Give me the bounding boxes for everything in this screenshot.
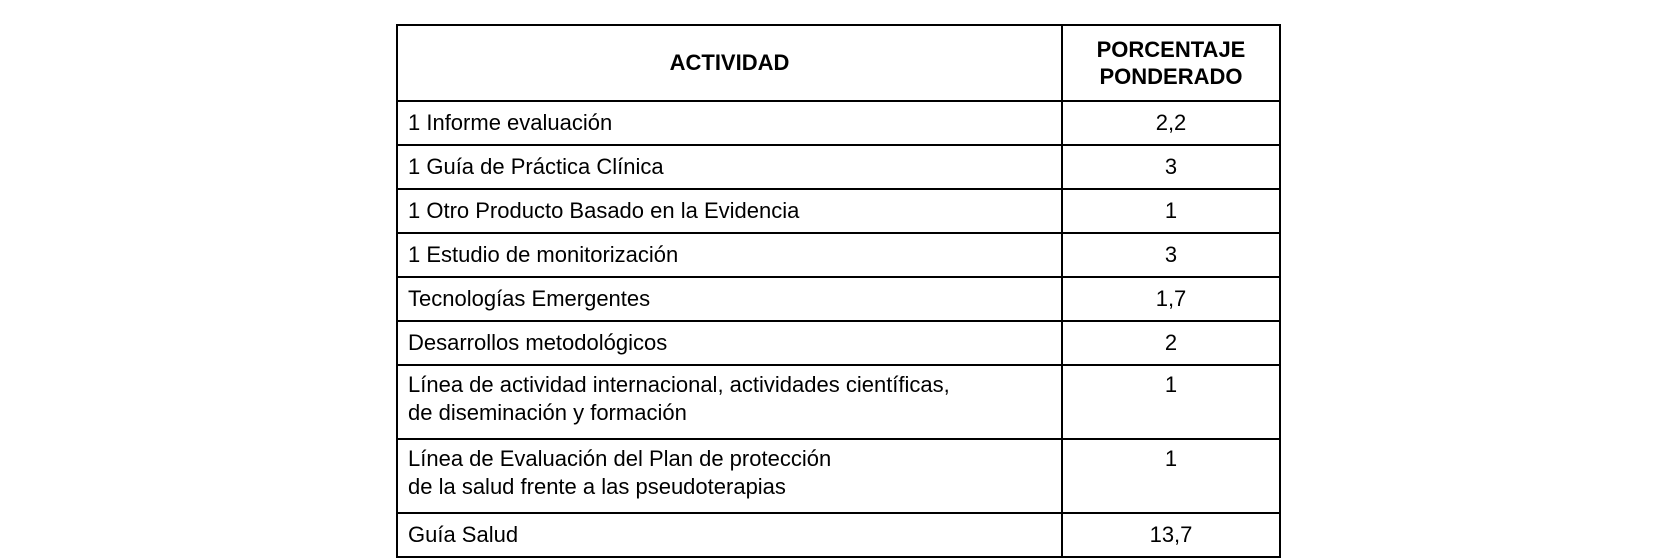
header-percentage	[1062, 25, 1280, 101]
activity-text-line1: Línea de actividad internacional, actividades científicas,	[408, 372, 950, 397]
percentage-cell: 13,7	[1062, 513, 1280, 557]
weighted-activity-table-container	[396, 24, 1281, 558]
activity-text-line1: Línea de Evaluación del Plan de protección	[408, 446, 832, 471]
activity-text: Desarrollos metodológicos	[408, 330, 668, 355]
activity-text-line2: de la salud frente a las pseudoterapias	[408, 474, 786, 499]
header-row	[397, 25, 1280, 101]
percentage-cell: 1	[1062, 439, 1280, 513]
activity-cell	[397, 233, 1062, 277]
table-row	[397, 321, 1280, 365]
table-row	[397, 101, 1280, 145]
activity-text: 1 Otro Producto Basado en la Evidencia	[408, 198, 800, 223]
activity-text: 1 Estudio de monitorización	[408, 242, 679, 267]
activity-text: Tecnologías Emergentes	[408, 286, 651, 311]
percentage-cell: 1	[1062, 189, 1280, 233]
activity-cell	[397, 189, 1062, 233]
percentage-cell: 3	[1062, 233, 1280, 277]
activity-text: Guía Salud	[408, 522, 519, 547]
percentage-cell: 3	[1062, 145, 1280, 189]
percentage-cell: 1	[1062, 365, 1280, 439]
table-row	[397, 439, 1280, 513]
activity-cell	[397, 277, 1062, 321]
percentage-cell: 2	[1062, 321, 1280, 365]
table-row	[397, 365, 1280, 439]
activity-cell	[397, 365, 1062, 439]
weighted-activity-table	[396, 24, 1281, 558]
table-header	[397, 25, 1280, 101]
header-percentage-line2: PONDERADO	[1099, 64, 1243, 89]
activity-cell	[397, 101, 1062, 145]
table-row	[397, 189, 1280, 233]
activity-cell	[397, 145, 1062, 189]
percentage-cell: 1,7	[1062, 277, 1280, 321]
table-body	[397, 101, 1280, 557]
activity-text: 1 Informe evaluación	[408, 110, 613, 135]
table-row	[397, 277, 1280, 321]
table-row	[397, 145, 1280, 189]
percentage-cell: 2,2	[1062, 101, 1280, 145]
header-activity: ACTIVIDAD	[397, 25, 1062, 101]
header-percentage-line1: PORCENTAJE	[1096, 37, 1246, 62]
activity-cell	[397, 321, 1062, 365]
activity-cell	[397, 439, 1062, 513]
activity-text-line2: de diseminación y formación	[408, 400, 687, 425]
table-row	[397, 233, 1280, 277]
activity-text: 1 Guía de Práctica Clínica	[408, 154, 664, 179]
